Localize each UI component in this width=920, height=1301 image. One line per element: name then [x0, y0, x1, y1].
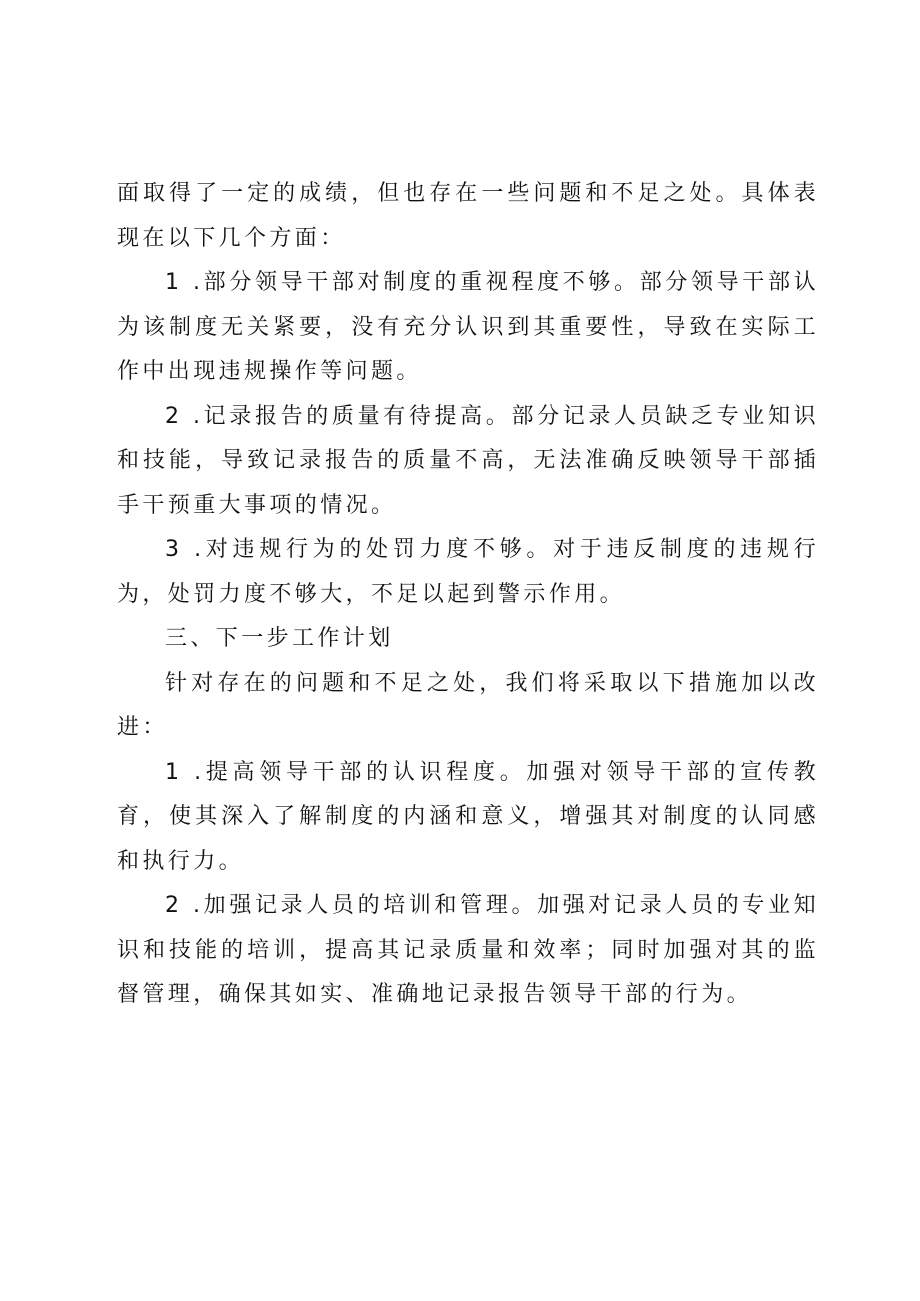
section-heading-next-plan: 三、下一步工作计划 [165, 626, 394, 651]
document-body [117, 172, 819, 1018]
paragraph-problem-1: 1 .部分领导干部对制度的重视程度不够。部分领导干部认为该制度无关紧要，没有充分认识到其重要性，导致在实际工作中出现违规操作等问题。 [117, 270, 819, 384]
paragraph-problem-3: 3 .对违规行为的处罚力度不够。对于违反制度的违规行为，处罚力度不够大，不足以起到警示作用。 [117, 537, 819, 607]
paragraph-measure-2: 2 .加强记录人员的培训和管理。加强对记录人员的专业知识和技能的培训，提高其记录质量和效率；同时加强对其的监督管理，确保其如实、准确地记录报告领导干部的行为。 [117, 893, 819, 1007]
paragraph-measure-1: 1 .提高领导干部的认识程度。加强对领导干部的宣传教育，使其深入了解制度的内涵和意义，增强其对制度的认同感和执行力。 [117, 759, 819, 874]
paragraph-problem-2: 2 .记录报告的质量有待提高。部分记录人员缺乏专业知识和技能，导致记录报告的质量不高，无法准确反映领导干部插手干预重大事项的情况。 [117, 403, 819, 518]
paragraph-measures-intro: 针对存在的问题和不足之处，我们将采取以下措施加以改进： [117, 670, 819, 740]
paragraph-intro: 面取得了一定的成绩，但也存在一些问题和不足之处。具体表现在以下几个方面： [117, 181, 819, 251]
